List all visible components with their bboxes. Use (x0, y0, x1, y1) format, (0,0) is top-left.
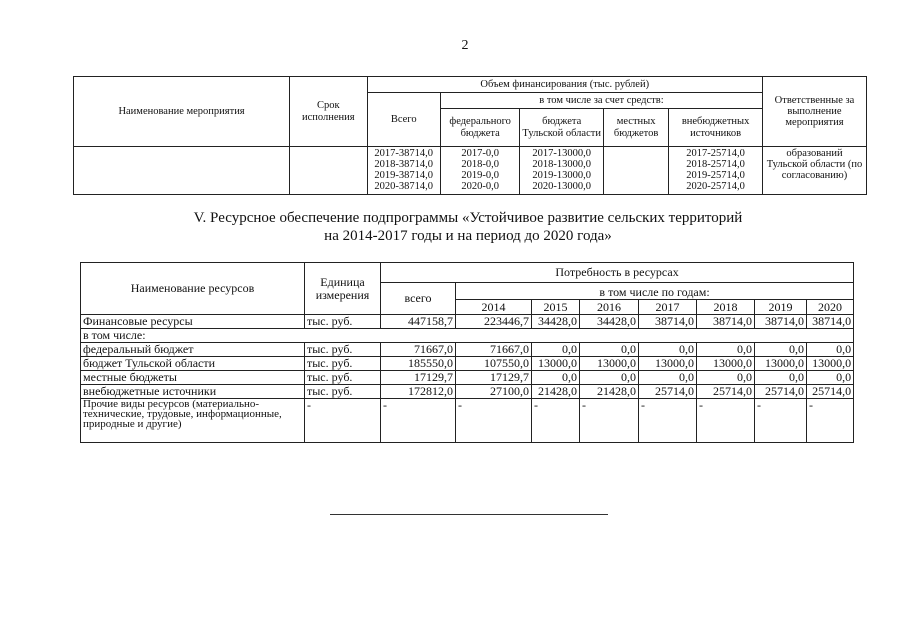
row-value: - (755, 399, 807, 443)
row-value: 13000,0 (639, 357, 697, 371)
year-header: 2016 (580, 300, 639, 315)
row-value: - (639, 399, 697, 443)
year-header: 2019 (755, 300, 807, 315)
row-value: 25714,0 (755, 385, 807, 399)
col-name-header: Наименование мероприятия (74, 77, 290, 147)
res-need-header: Потребность в ресурсах (381, 263, 854, 283)
responsible-cell: образований Тульской области (по согласованию) (762, 147, 866, 195)
row-value: 223446,7 (456, 315, 532, 329)
row-total: 71667,0 (381, 343, 456, 357)
row-label: местные бюджеты (81, 371, 305, 385)
row-value: 107550,0 (456, 357, 532, 371)
row-total: 172812,0 (381, 385, 456, 399)
row-total: 185550,0 (381, 357, 456, 371)
row-value: 0,0 (807, 343, 854, 357)
row-value: - (697, 399, 755, 443)
row-label: внебюджетные источники (81, 385, 305, 399)
col-total-header: Всего (367, 93, 440, 147)
table-row (81, 329, 854, 343)
table-row (81, 357, 854, 371)
year-header: 2017 (639, 300, 697, 315)
row-value: 13000,0 (755, 357, 807, 371)
row-unit: тыс. руб. (305, 343, 381, 357)
row-value: 0,0 (639, 343, 697, 357)
row-total: 17129,7 (381, 371, 456, 385)
year-header: 2015 (532, 300, 580, 315)
col-deadline-header: Срок исполнения (290, 77, 367, 147)
col-regional-header: бюджета Тульской области (520, 109, 604, 147)
row-value: 38714,0 (639, 315, 697, 329)
row-unit: тыс. руб. (305, 371, 381, 385)
table-row (81, 371, 854, 385)
col-including-header: в том числе за счет средств: (440, 93, 762, 109)
funding-table (73, 76, 867, 195)
col-extra-header: внебюджетных источников (669, 109, 763, 147)
row-value: 34428,0 (580, 315, 639, 329)
row-value: 21428,0 (532, 385, 580, 399)
row-unit: - (305, 399, 381, 443)
row-total: - (381, 399, 456, 443)
res-total-header: всего (381, 283, 456, 315)
year-header: 2018 (697, 300, 755, 315)
row-value: 13000,0 (580, 357, 639, 371)
row-value: 0,0 (532, 371, 580, 385)
table-row (81, 399, 854, 443)
row-value: - (456, 399, 532, 443)
row-label: бюджет Тульской области (81, 357, 305, 371)
row-value: 13000,0 (532, 357, 580, 371)
row-label: в том числе: (81, 329, 854, 343)
row-value: 0,0 (580, 343, 639, 357)
row-value: 38714,0 (807, 315, 854, 329)
row-value: 0,0 (755, 371, 807, 385)
year-header: 2020 (807, 300, 854, 315)
table-row (81, 315, 854, 329)
row-value: 13000,0 (697, 357, 755, 371)
year-header: 2014 (456, 300, 532, 315)
row-unit: тыс. руб. (305, 385, 381, 399)
row-value: 0,0 (697, 371, 755, 385)
table-row (81, 343, 854, 357)
local-values-cell (603, 147, 668, 195)
row-unit: тыс. руб. (305, 357, 381, 371)
row-value: 25714,0 (639, 385, 697, 399)
section-title: V. Ресурсное обеспечение подпрограммы «Устойчивое развитие сельских территорий на 2014-2017 годы и на период до 2020 года» (193, 210, 743, 244)
row-value: 0,0 (807, 371, 854, 385)
row-value: 13000,0 (807, 357, 854, 371)
row-unit: тыс. руб. (305, 315, 381, 329)
col-funding-header: Объем финансирования (тыс. рублей) (367, 77, 762, 93)
row-value: - (580, 399, 639, 443)
row-value: 27100,0 (456, 385, 532, 399)
row-value: - (532, 399, 580, 443)
deadline-cell (290, 147, 367, 195)
page-number: 2 (461, 38, 469, 53)
row-label: федеральный бюджет (81, 343, 305, 357)
footer-divider (330, 514, 608, 515)
row-value: 25714,0 (697, 385, 755, 399)
col-local-header: местных бюджетов (603, 109, 668, 147)
row-value: 0,0 (532, 343, 580, 357)
row-value: 0,0 (755, 343, 807, 357)
res-by-years-header: в том числе по годам: (456, 283, 854, 300)
row-value: 34428,0 (532, 315, 580, 329)
row-label: Финансовые ресурсы (81, 315, 305, 329)
regional-values-cell: 2017-13000,0 2018-13000,0 2019-13000,0 2020-13000,0 (520, 147, 604, 195)
row-label: Прочие виды ресурсов (материально-технические, трудовые, информационные, природные и другие) (81, 399, 305, 443)
res-unit-header: Единица измерения (305, 263, 381, 315)
row-value: 38714,0 (755, 315, 807, 329)
row-value: - (807, 399, 854, 443)
row-value: 0,0 (697, 343, 755, 357)
row-value: 21428,0 (580, 385, 639, 399)
name-cell (74, 147, 290, 195)
total-values-cell: 2017-38714,0 2018-38714,0 2019-38714,0 2020-38714,0 (367, 147, 440, 195)
row-total: 447158,7 (381, 315, 456, 329)
row-value: 71667,0 (456, 343, 532, 357)
row-value: 25714,0 (807, 385, 854, 399)
extra-values-cell: 2017-25714,0 2018-25714,0 2019-25714,0 2020-25714,0 (669, 147, 763, 195)
res-name-header: Наименование ресурсов (81, 263, 305, 315)
row-value: 0,0 (639, 371, 697, 385)
col-federal-header: федерального бюджета (440, 109, 520, 147)
table-row (81, 385, 854, 399)
col-responsible-header: Ответственные за выполнение мероприятия (762, 77, 866, 147)
row-value: 38714,0 (697, 315, 755, 329)
federal-values-cell: 2017-0,0 2018-0,0 2019-0,0 2020-0,0 (440, 147, 520, 195)
row-value: 0,0 (580, 371, 639, 385)
resources-table (80, 262, 854, 443)
row-value: 17129,7 (456, 371, 532, 385)
